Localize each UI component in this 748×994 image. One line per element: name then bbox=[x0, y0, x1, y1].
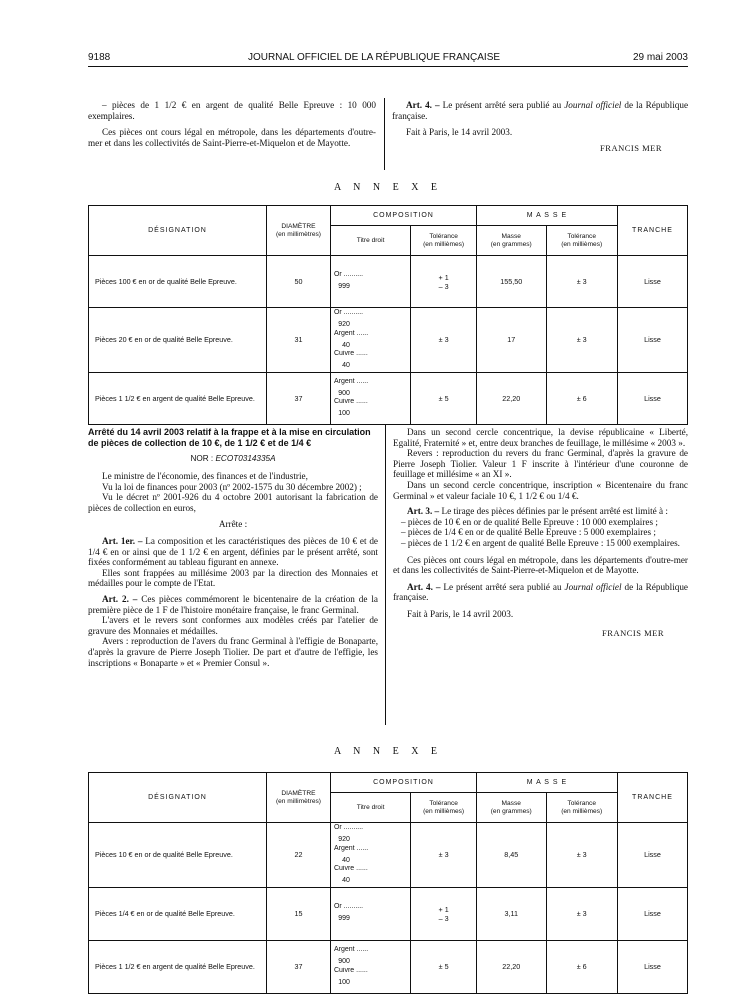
leader-dots: .......... bbox=[341, 824, 364, 831]
metal-value: 920 bbox=[338, 321, 350, 328]
table-row bbox=[89, 823, 688, 888]
arrete-r3: Dans un second cercle concentrique, inscription « Bicentenaire du franc Germinal » et valeur faciale 10 €, 1 1/2 € ou 1/4 €. bbox=[393, 479, 688, 501]
cell-tranche: Lisse bbox=[617, 823, 687, 888]
table-row bbox=[89, 308, 688, 373]
composition-list bbox=[334, 946, 407, 987]
cell-tranche: Lisse bbox=[617, 887, 687, 940]
metal-value: 999 bbox=[338, 915, 350, 923]
arrete-art3: Art. 3. – Le tirage des pièces définies par le présent arrêté est limité à : bbox=[407, 506, 668, 517]
leader-dots: ...... bbox=[354, 377, 369, 385]
arrete-art2: Art. 2. – Ces pièces commémorent le bicentenaire de la création de la première pièce de 1 F de l'histoire monétaire française, le franc Germinal. bbox=[88, 593, 378, 615]
composition-line bbox=[334, 398, 407, 419]
metal-name: Argent ...... bbox=[333, 946, 369, 953]
arrete-title: Arrêté du 14 avril 2003 relatif à la frappe et à la mise en circulation de pièces de collection de 10 €, de 1 1/2 € et de 1/4 € bbox=[88, 427, 371, 448]
arrete-list-2: – pièces de 1/4 € en or de qualité Belle Epreuve : 5 000 exemplaires ; bbox=[401, 527, 656, 538]
cell-masse-tolerance: ± 3 bbox=[546, 887, 617, 940]
arrete-p3: Vu le décret nº 2001-926 du 4 octobre 2001 autorisant la fabrication de pièces de collection en euros, bbox=[88, 492, 378, 513]
th-diametre: DIAMÈTRE (en millimètres) bbox=[266, 206, 330, 256]
cell-diametre: 50 bbox=[266, 256, 330, 308]
th-designation: DÉSIGNATION bbox=[89, 206, 267, 256]
metal-value: 40 bbox=[342, 877, 350, 884]
cell-designation: Pièces 10 € en or de qualité Belle Epreuve. bbox=[89, 823, 267, 888]
metal-value: 40 bbox=[342, 362, 350, 369]
cell-tranche: Lisse bbox=[617, 308, 687, 373]
metal-value: 40 bbox=[342, 856, 350, 864]
leader-dots: ...... bbox=[354, 350, 368, 357]
top-art4: Art. 4. – Le présent arrêté sera publié au Journal officiel de la République française. bbox=[392, 100, 689, 121]
table-row bbox=[89, 372, 688, 424]
cell-diametre: 15 bbox=[266, 887, 330, 940]
metal-name: Argent ...... bbox=[333, 377, 369, 385]
composition-line bbox=[334, 845, 407, 866]
metal-name: Argent ...... bbox=[333, 329, 369, 337]
composition-list bbox=[334, 378, 407, 419]
composition-line bbox=[334, 271, 407, 292]
cell-masse: 22,20 bbox=[476, 372, 546, 424]
top-left-p2: Ces pièces ont cours légal en métropole, dans les départements d'outre-mer et dans les collectivités de Saint-Pierre-et-Miquelon et de Mayotte. bbox=[88, 127, 376, 148]
cell-masse: 3,11 bbox=[476, 887, 546, 940]
arrete-p7: L'avers et le revers sont conformes aux modèles créés par l'atelier de gravure des Monnaies et médailles. bbox=[88, 615, 378, 636]
th-tolerance: Tolérance (en millièmes) bbox=[411, 226, 477, 256]
arrete-signature: FRANCIS MER bbox=[602, 627, 664, 638]
metal-name: Cuivre ...... bbox=[333, 966, 368, 974]
arrete-column-divider bbox=[385, 425, 386, 725]
leader-dots: ...... bbox=[354, 865, 368, 872]
th-masse: M A S S E bbox=[476, 206, 617, 226]
th-masse-tolerance: Tolérance (en millièmes) bbox=[546, 793, 617, 823]
arrete-art1: Art. 1er. – La composition et les caractéristiques des pièces de 10 € et de 1/4 € en or ainsi que de 1 1/2 € en argent, définies par le présent arrêté, sont fixées conformément au tableau figurant en annexe. bbox=[88, 535, 378, 568]
arrete-fait: Fait à Paris, le 14 avril 2003. bbox=[407, 608, 514, 619]
cell-titre-droit bbox=[330, 308, 410, 373]
cell-titre-droit bbox=[330, 256, 410, 308]
cell-designation: Pièces 100 € en or de qualité Belle Epreuve. bbox=[89, 256, 267, 308]
page-number: 9188 bbox=[88, 52, 111, 63]
cell-masse-tolerance: ± 3 bbox=[546, 256, 617, 308]
th-composition: COMPOSITION bbox=[330, 206, 476, 226]
composition-line bbox=[334, 378, 407, 399]
metal-name: Cuivre ...... bbox=[333, 398, 368, 405]
arrete-art4: Art. 4. – Le présent arrêté sera publié au Journal officiel de la République française. bbox=[393, 581, 689, 603]
th-titre-droit: Titre droit bbox=[330, 793, 410, 823]
th-tolerance: Tolérance (en millièmes) bbox=[411, 793, 477, 823]
cell-designation: Pièces 1/4 € en or de qualité Belle Epreuve. bbox=[89, 887, 267, 940]
top-right-column bbox=[392, 100, 688, 153]
cell-diametre: 22 bbox=[266, 823, 330, 888]
arrete-arrete: Arrête : bbox=[218, 519, 248, 530]
th-composition: COMPOSITION bbox=[330, 773, 476, 793]
th-masse-grammes: Masse (en grammes) bbox=[476, 226, 546, 256]
cell-masse: 8,45 bbox=[476, 823, 546, 888]
cell-masse-tolerance: ± 6 bbox=[546, 372, 617, 424]
table-row bbox=[89, 940, 688, 993]
arrete-p2: Vu la loi de finances pour 2003 (nº 2002-1575 du 30 décembre 2002) ; bbox=[102, 481, 362, 492]
th-masse-grammes: Masse (en grammes) bbox=[476, 793, 546, 823]
cell-titre-droit bbox=[330, 372, 410, 424]
metal-value: 40 bbox=[342, 341, 350, 349]
cell-masse-tolerance: ± 6 bbox=[546, 940, 617, 993]
composition-line bbox=[334, 824, 407, 845]
cell-designation: Pièces 1 1/2 € en argent de qualité Belle Epreuve. bbox=[89, 940, 267, 993]
metal-value: 900 bbox=[338, 958, 350, 965]
metal-name: Or .......... bbox=[333, 903, 364, 911]
th-designation: DÉSIGNATION bbox=[89, 773, 267, 823]
composition-line bbox=[334, 309, 407, 330]
metal-name: Cuivre ...... bbox=[333, 865, 368, 872]
arrete-r4: Ces pièces ont cours légal en métropole, dans les départements d'outre-mer et dans les collectivités de Saint-Pierre-et-Miquelon et de Mayotte. bbox=[393, 554, 688, 576]
leader-dots: .......... bbox=[341, 309, 364, 316]
composition-line bbox=[334, 865, 407, 886]
cell-diametre: 37 bbox=[266, 940, 330, 993]
annexe-table-2 bbox=[88, 772, 688, 994]
arrete-left-column bbox=[88, 427, 378, 668]
composition-list bbox=[334, 271, 407, 292]
th-tranche: TRANCHE bbox=[617, 206, 687, 256]
composition-line bbox=[334, 330, 407, 351]
th-tranche: TRANCHE bbox=[617, 773, 687, 823]
page-date: 29 mai 2003 bbox=[632, 52, 688, 63]
metal-value: 100 bbox=[338, 410, 350, 417]
metal-name: Cuivre ...... bbox=[333, 350, 368, 357]
arrete-r2: Revers : reproduction du revers du franc Germinal, d'après la gravure de Pierre Joseph Tiolier. Valeur 1 F inscrite à l'intérieur d'une couronne de feuillage et millésime « an XI ». bbox=[393, 448, 688, 480]
leader-dots: ...... bbox=[354, 844, 369, 852]
leader-dots: .......... bbox=[341, 903, 364, 911]
top-left-p1: – pièces de 1 1/2 € en argent de qualité Belle Epreuve : 10 000 exemplaires. bbox=[88, 100, 376, 121]
cell-tolerance: + 1 – 3 bbox=[411, 256, 477, 308]
metal-value: 100 bbox=[338, 978, 350, 986]
top-column-divider bbox=[384, 98, 385, 170]
arrete-r1: Dans un second cercle concentrique, la devise républicaine « Liberté, Egalité, Fraternité » et, entre deux branches de feuillage, le millésime « 2003 ». bbox=[393, 427, 688, 448]
top-fait: Fait à Paris, le 14 avril 2003. bbox=[406, 127, 513, 138]
cell-tranche: Lisse bbox=[617, 256, 687, 308]
cell-tolerance: ± 5 bbox=[411, 940, 477, 993]
arrete-right-column bbox=[393, 427, 688, 638]
metal-value: 900 bbox=[338, 389, 350, 397]
journal-title: JOURNAL OFFICIEL DE LA RÉPUBLIQUE FRANÇAISE bbox=[247, 52, 501, 63]
top-left-column bbox=[88, 100, 376, 148]
top-signature: FRANCIS MER bbox=[600, 142, 662, 153]
leader-dots: ...... bbox=[354, 946, 369, 953]
cell-tolerance: ± 5 bbox=[411, 372, 477, 424]
cell-tolerance: + 1 – 3 bbox=[411, 887, 477, 940]
annexe-heading-1: A N N E X E bbox=[333, 182, 443, 193]
table-row bbox=[89, 887, 688, 940]
composition-line bbox=[334, 946, 407, 967]
leader-dots: ...... bbox=[354, 329, 369, 337]
cell-designation: Pièces 1 1/2 € en argent de qualité Belle Epreuve. bbox=[89, 372, 267, 424]
leader-dots: .......... bbox=[341, 271, 364, 279]
header-rule bbox=[88, 66, 688, 67]
cell-titre-droit bbox=[330, 940, 410, 993]
cell-masse-tolerance: ± 3 bbox=[546, 308, 617, 373]
th-titre-droit: Titre droit bbox=[330, 226, 410, 256]
composition-list bbox=[334, 903, 407, 924]
cell-designation: Pièces 20 € en or de qualité Belle Epreuve. bbox=[89, 308, 267, 373]
th-diametre: DIAMÈTRE (en millimètres) bbox=[266, 773, 330, 823]
cell-tolerance: ± 3 bbox=[411, 823, 477, 888]
metal-value: 999 bbox=[338, 283, 350, 291]
cell-masse: 155,50 bbox=[476, 256, 546, 308]
composition-line bbox=[334, 967, 407, 988]
cell-tranche: Lisse bbox=[617, 372, 687, 424]
metal-name: Or .......... bbox=[333, 309, 364, 316]
annexe-table-1 bbox=[88, 205, 688, 425]
leader-dots: ...... bbox=[354, 398, 368, 405]
arrete-nor: NOR : ECOT0314335A bbox=[190, 454, 276, 463]
arrete-list-3: – pièces de 1 1/2 € en argent de qualité Belle Epreuve : 15 000 exemplaires. bbox=[401, 537, 680, 548]
arrete-p5: Elles sont frappées au millésime 2003 par la direction des Monnaies et médailles pour le compte de l'Etat. bbox=[88, 567, 378, 589]
arrete-p1: Le ministre de l'économie, des finances et de l'industrie, bbox=[102, 471, 308, 481]
composition-list bbox=[334, 309, 407, 371]
composition-line bbox=[334, 903, 407, 924]
cell-diametre: 31 bbox=[266, 308, 330, 373]
annexe-heading-2: A N N E X E bbox=[333, 746, 443, 757]
cell-masse: 17 bbox=[476, 308, 546, 373]
leader-dots: ...... bbox=[354, 966, 368, 974]
cell-diametre: 37 bbox=[266, 372, 330, 424]
cell-titre-droit bbox=[330, 887, 410, 940]
cell-tranche: Lisse bbox=[617, 940, 687, 993]
composition-line bbox=[334, 350, 407, 371]
cell-titre-droit bbox=[330, 823, 410, 888]
composition-list bbox=[334, 824, 407, 886]
cell-masse: 22,20 bbox=[476, 940, 546, 993]
cell-masse-tolerance: ± 3 bbox=[546, 823, 617, 888]
th-masse-tolerance: Tolérance (en millièmes) bbox=[546, 226, 617, 256]
arrete-list-1: – pièces de 10 € en or de qualité Belle Epreuve : 10 000 exemplaires ; bbox=[401, 516, 658, 527]
arrete-p8: Avers : reproduction de l'avers du franc Germinal à l'effigie de Bonaparte, d'après la gravure de Pierre Joseph Tiolier. De part et d'autre de l'effigie, les inscriptions « Bonaparte » et « Premier Consul ». bbox=[88, 636, 378, 668]
metal-value: 920 bbox=[338, 836, 350, 843]
th-masse: M A S S E bbox=[476, 773, 617, 793]
metal-name: Or .......... bbox=[333, 824, 364, 831]
metal-name: Argent ...... bbox=[333, 844, 369, 852]
metal-name: Or .......... bbox=[333, 271, 364, 279]
cell-tolerance: ± 3 bbox=[411, 308, 477, 373]
table-row bbox=[89, 256, 688, 308]
